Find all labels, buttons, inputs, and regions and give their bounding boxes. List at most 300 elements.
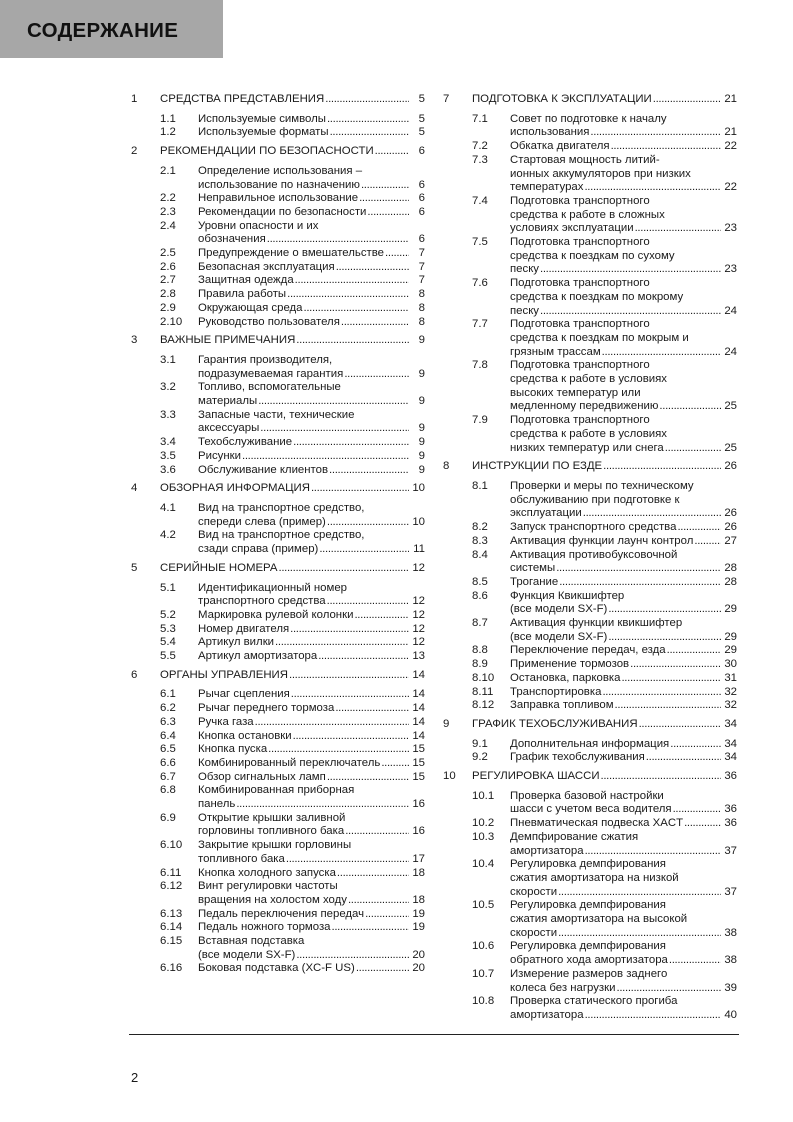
toc-item-text: Подготовка транспортного: [510, 194, 650, 207]
toc-chapter-number: 6: [131, 668, 138, 681]
toc-item-text: Совет по подготовке к началу: [510, 112, 667, 125]
toc-chapter-line: [160, 562, 425, 576]
toc-item-text: Регулировка демпфирования: [510, 858, 666, 871]
toc-item-number: 6.9: [160, 811, 176, 824]
toc-item[interactable]: [443, 858, 737, 899]
toc-chapter-page: 36: [724, 770, 737, 783]
toc-item-page: 38: [724, 954, 737, 967]
dot-leader: [367, 206, 409, 220]
dot-leader: [354, 609, 409, 623]
toc-item[interactable]: [131, 165, 425, 192]
dot-leader: [341, 316, 409, 330]
toc-chapter[interactable]: [131, 562, 425, 576]
toc-item-line: [510, 576, 737, 590]
toc-item-page: 24: [724, 304, 737, 317]
toc-item-line: [510, 699, 737, 713]
toc-subsection-list: [131, 113, 425, 140]
toc-item-line: [198, 935, 425, 949]
toc-subsection-list: [443, 790, 737, 1023]
toc-item-text: Артикул вилки: [198, 636, 275, 649]
toc-chapter[interactable]: [131, 482, 425, 496]
toc-item[interactable]: [131, 688, 425, 702]
toc-item-text: (все модели SX-F): [510, 603, 608, 616]
toc-item-line: [510, 686, 737, 700]
toc-item-number: 7.6: [472, 277, 488, 290]
toc-item[interactable]: [131, 126, 425, 140]
toc-item-page: 9: [418, 422, 425, 435]
toc-item[interactable]: [443, 738, 737, 752]
toc-item-text: скорости: [510, 926, 558, 939]
toc-item[interactable]: [131, 381, 425, 408]
toc-item-page: 11: [413, 543, 425, 556]
toc-item-text: Запуск транспортного средства: [510, 521, 677, 534]
toc-item[interactable]: [131, 582, 425, 609]
toc-item-page: 29: [724, 630, 737, 643]
toc-item[interactable]: [443, 831, 737, 858]
toc-item-text: сзади справа (пример): [198, 543, 319, 556]
toc-chapter-number: 2: [131, 145, 138, 158]
dot-leader: [336, 261, 409, 275]
toc-item-page: 23: [724, 222, 737, 235]
toc-item-line: [198, 839, 425, 853]
toc-item[interactable]: [131, 908, 425, 922]
toc-item-page: 40: [724, 1009, 737, 1021]
toc-item[interactable]: [443, 480, 737, 521]
toc-item-text: Заправка топливом: [510, 699, 614, 712]
toc-item[interactable]: [131, 464, 425, 478]
toc-item-number: 3.5: [160, 449, 176, 462]
toc-item-page: 29: [724, 603, 737, 616]
toc-item[interactable]: [443, 236, 737, 277]
toc-item-line: [510, 480, 737, 494]
toc-item[interactable]: [443, 658, 737, 672]
toc-item-number: 2.1: [160, 164, 176, 177]
toc-item[interactable]: [131, 784, 425, 811]
toc-item-line: [198, 220, 425, 234]
toc-item-text: обозначения: [198, 233, 266, 246]
toc-item-line: [198, 757, 425, 771]
toc-item-number: 6.13: [160, 907, 183, 920]
toc-item[interactable]: [131, 636, 425, 650]
toc-item[interactable]: [443, 359, 737, 414]
toc-item-line: [198, 247, 425, 261]
toc-item[interactable]: [131, 316, 425, 330]
toc-item-page: 26: [724, 507, 737, 520]
dot-leader: [332, 921, 410, 935]
dot-leader: [359, 192, 409, 206]
toc-item-number: 10.4: [472, 858, 495, 871]
dot-leader: [286, 853, 409, 867]
dot-leader: [260, 422, 409, 436]
toc-item-text: Рекомендации по безопасности: [198, 205, 367, 218]
toc-item[interactable]: [443, 699, 737, 713]
toc-item[interactable]: [131, 716, 425, 730]
toc-item-page: 12: [412, 622, 425, 635]
toc-item[interactable]: [443, 590, 737, 617]
toc-item-text: топливного бака: [198, 852, 285, 865]
toc-item-page: 28: [724, 575, 737, 588]
toc-chapter-text: СРЕДСТВА ПРЕДСТАВЛЕНИЯ: [160, 93, 325, 105]
toc-item[interactable]: [131, 529, 425, 556]
toc-item[interactable]: [443, 940, 737, 967]
toc-item-number: 6.4: [160, 729, 176, 742]
dot-leader: [667, 644, 721, 658]
toc-item[interactable]: [131, 436, 425, 450]
toc-item-text: Подготовка транспортного: [510, 277, 650, 290]
toc-item[interactable]: [131, 867, 425, 881]
toc-item-page: 18: [412, 866, 425, 879]
toc-item-text: График техобслуживания: [510, 751, 645, 764]
toc-item-text: Запасные части, технические: [198, 408, 355, 421]
toc-item-line: [198, 730, 425, 744]
toc-item-line: [198, 302, 425, 316]
toc-item-text: Предупреждение о вмешательстве: [198, 247, 385, 260]
toc-item-number: 1.2: [160, 126, 176, 139]
dot-leader: [344, 368, 409, 382]
toc-item-line: [510, 590, 737, 604]
dot-leader: [318, 650, 409, 664]
toc-item[interactable]: [131, 757, 425, 771]
toc-item-line: [510, 751, 737, 765]
toc-section: [443, 93, 737, 455]
dot-leader: [319, 543, 409, 557]
toc-item[interactable]: [131, 730, 425, 744]
toc-item-text: Маркировка рулевой колонки: [198, 608, 354, 621]
toc-item-number: 4.1: [160, 501, 176, 514]
toc-item-text: Проверки и меры по техническому: [510, 479, 694, 492]
toc-item-page: 15: [412, 756, 425, 769]
toc-chapter[interactable]: [443, 93, 737, 107]
toc-item-text: использования: [510, 126, 590, 139]
toc-item[interactable]: [131, 450, 425, 464]
dot-leader: [293, 730, 409, 744]
toc-item-line: [510, 494, 737, 508]
dot-leader: [327, 595, 409, 609]
toc-chapter[interactable]: [443, 460, 737, 474]
toc-item-line: [510, 658, 737, 672]
toc-item[interactable]: [131, 609, 425, 623]
toc-chapter[interactable]: [131, 145, 425, 159]
toc-item[interactable]: [131, 812, 425, 839]
toc-item-page: 36: [724, 817, 737, 830]
toc-item-text: высоких температур или: [510, 386, 641, 399]
toc-item-line: [198, 113, 425, 127]
toc-item-number: 6.7: [160, 770, 176, 783]
dot-leader: [275, 636, 409, 650]
toc-item[interactable]: [131, 623, 425, 637]
toc-item-text: Вид на транспортное средство,: [198, 501, 365, 514]
toc-item[interactable]: [131, 880, 425, 907]
toc-item-line: [510, 291, 737, 305]
toc-item[interactable]: [443, 790, 737, 817]
toc-item-line: [510, 995, 737, 1009]
toc-item-line: [198, 206, 425, 220]
toc-item[interactable]: [131, 220, 425, 247]
toc-chapter-number: 3: [131, 334, 138, 347]
toc-item-page: 31: [724, 671, 737, 684]
toc-item-page: 12: [412, 608, 425, 621]
toc-item-page: 6: [418, 178, 425, 191]
toc-item-text: скорости: [510, 885, 558, 898]
toc-item[interactable]: [131, 650, 425, 664]
toc-item-number: 7.4: [472, 194, 488, 207]
dot-leader: [608, 631, 721, 645]
toc-item-number: 3.2: [160, 381, 176, 394]
toc-item[interactable]: [443, 318, 737, 359]
dot-leader: [585, 845, 721, 859]
toc-item-number: 2.9: [160, 301, 176, 314]
toc-item-text: панель: [198, 798, 236, 811]
toc-item-page: 6: [418, 205, 425, 218]
toc-chapter-line: [160, 93, 425, 107]
toc-item-text: Активация функции квикшифтер: [510, 617, 683, 630]
toc-item-text: Подготовка транспортного: [510, 318, 650, 331]
toc-item-number: 8.7: [472, 617, 488, 630]
toc-item-number: 7.9: [472, 414, 488, 427]
toc-item-line: [510, 940, 737, 954]
toc-item-line: [510, 672, 737, 686]
toc-item[interactable]: [131, 771, 425, 785]
toc-item-number: 10.8: [472, 995, 495, 1008]
toc-item-text: Ручка газа: [198, 715, 254, 728]
toc-item-text: Активация функции лаунч контрол: [510, 534, 694, 547]
toc-item[interactable]: [131, 261, 425, 275]
toc-item-page: 8: [418, 288, 425, 301]
toc-chapter[interactable]: [131, 334, 425, 348]
toc-item[interactable]: [443, 995, 737, 1022]
dot-leader: [385, 247, 409, 261]
toc-item[interactable]: [443, 535, 737, 549]
toc-item-line: [510, 332, 737, 346]
toc-item-text: горловины топливного бака: [198, 825, 345, 838]
toc-item-page: 15: [412, 743, 425, 756]
toc-item-line: [510, 113, 737, 127]
toc-item-page: 29: [724, 644, 737, 657]
toc-item-line: [198, 812, 425, 826]
toc-item-text: колеса без нагрузки: [510, 981, 616, 994]
toc-item[interactable]: [131, 743, 425, 757]
dot-leader: [304, 302, 409, 316]
toc-item[interactable]: [443, 549, 737, 576]
toc-item[interactable]: [131, 409, 425, 436]
toc-item[interactable]: [131, 302, 425, 316]
toc-item-text: Топливо, вспомогательные: [198, 381, 341, 394]
toc-chapter[interactable]: [443, 718, 737, 732]
toc-item-line: [510, 359, 737, 373]
toc-item[interactable]: [443, 414, 737, 455]
toc-item-text: Подготовка транспортного: [510, 359, 650, 372]
toc-item-page: 32: [724, 685, 737, 698]
toc-item-number: 6.16: [160, 962, 183, 975]
dot-leader: [540, 263, 721, 277]
toc-item-line: [510, 954, 737, 968]
toc-item[interactable]: [443, 968, 737, 995]
toc-item[interactable]: [131, 839, 425, 866]
toc-item-line: [198, 422, 425, 436]
toc-item[interactable]: [443, 686, 737, 700]
toc-chapter-text: ОРГАНЫ УПРАВЛЕНИЯ: [160, 668, 288, 681]
toc-item-line: [198, 867, 425, 881]
toc-chapter-text: СЕРИЙНЫЕ НОМЕРА: [160, 561, 278, 574]
dot-leader: [611, 140, 721, 154]
toc-section: [443, 718, 737, 765]
dot-leader: [337, 867, 409, 881]
toc-item-text: Проверка базовой настройки: [510, 789, 664, 802]
toc-item-text: песку: [510, 304, 540, 317]
toc-item-line: [510, 886, 737, 900]
toc-item-page: 20: [412, 948, 425, 961]
toc-item-line: [198, 516, 425, 530]
dot-leader: [617, 982, 722, 996]
footer-divider: [129, 1034, 739, 1035]
toc-chapter[interactable]: [131, 93, 425, 107]
dot-leader: [375, 145, 409, 159]
toc-item-text: амортизатора: [510, 1009, 584, 1021]
toc-item[interactable]: [131, 354, 425, 381]
toc-item-text: Регулировка демпфирования: [510, 899, 666, 912]
toc-item-text: средства к работе в условиях: [510, 373, 667, 386]
dot-leader: [684, 817, 721, 831]
toc-item-number: 2.10: [160, 315, 183, 328]
dot-leader: [694, 535, 721, 549]
toc-subsection-list: [131, 688, 425, 976]
toc-chapter-page: 9: [418, 334, 425, 347]
toc-item[interactable]: [131, 206, 425, 220]
toc-item[interactable]: [131, 962, 425, 976]
dot-leader: [584, 181, 721, 195]
toc-item-line: [198, 921, 425, 935]
toc-item-line: [510, 140, 737, 154]
toc-item-page: 20: [412, 962, 425, 975]
toc-item-text: Открытие крышки заливной: [198, 811, 346, 824]
toc-item-page: 5: [418, 126, 425, 139]
toc-item-line: [510, 562, 737, 576]
toc-item-page: 19: [412, 921, 425, 934]
toc-item-number: 7.5: [472, 236, 488, 249]
toc-item-line: [198, 316, 425, 330]
toc-item-line: [198, 409, 425, 423]
toc-item[interactable]: [443, 644, 737, 658]
toc-item[interactable]: [443, 576, 737, 590]
toc-item-line: [198, 798, 425, 812]
toc-item[interactable]: [131, 274, 425, 288]
toc-item-line: [198, 716, 425, 730]
toc-item-number: 8.9: [472, 658, 488, 671]
toc-item-text: эксплуатации: [510, 507, 582, 520]
toc-item-number: 8.8: [472, 644, 488, 657]
toc-item-line: [198, 368, 425, 382]
toc-item-line: [198, 702, 425, 716]
toc-item-number: 2.4: [160, 219, 176, 232]
toc-item-text: использование по назначению: [198, 178, 360, 191]
toc-item-text: Обслуживание клиентов: [198, 463, 329, 476]
toc-item[interactable]: [131, 935, 425, 962]
toc-item[interactable]: [443, 617, 737, 644]
dot-leader: [635, 222, 721, 236]
toc-item-text: Регулировка демпфирования: [510, 940, 666, 953]
toc-item-line: [510, 913, 737, 927]
toc-chapter-page: 34: [724, 717, 737, 730]
toc-item[interactable]: [131, 288, 425, 302]
toc-chapter[interactable]: [131, 669, 425, 683]
toc-item-text: Используемые символы: [198, 112, 326, 125]
toc-item[interactable]: [131, 502, 425, 529]
toc-item-line: [510, 250, 737, 264]
dot-leader: [278, 562, 409, 576]
toc-item-page: 12: [412, 636, 425, 649]
toc-item-number: 2.2: [160, 192, 176, 205]
toc-item[interactable]: [443, 521, 737, 535]
toc-item-text: вращения на холостом ходу: [198, 893, 347, 906]
toc-item-page: 13: [412, 650, 425, 663]
toc-item[interactable]: [131, 113, 425, 127]
toc-item[interactable]: [131, 702, 425, 716]
toc-item[interactable]: [443, 140, 737, 154]
toc-item-line: [510, 603, 737, 617]
toc-item-line: [510, 400, 737, 414]
toc-item[interactable]: [443, 195, 737, 236]
toc-chapter[interactable]: [443, 770, 737, 784]
toc-item-number: 6.15: [160, 935, 183, 948]
toc-chapter-line: [472, 718, 737, 732]
toc-item-number: 9.2: [472, 751, 488, 764]
page-number: 2: [131, 1070, 139, 1085]
toc-item-page: 10: [412, 515, 425, 528]
dot-leader: [365, 908, 409, 922]
toc-item[interactable]: [443, 113, 737, 140]
toc-item-number: 2.3: [160, 205, 176, 218]
dot-leader: [585, 1009, 721, 1023]
toc-item-page: 15: [412, 770, 425, 783]
toc-item-line: [198, 636, 425, 650]
toc-item-page: 25: [724, 400, 737, 413]
toc-item-text: Защитная одежда: [198, 274, 294, 287]
dot-leader: [296, 949, 409, 963]
dot-leader: [556, 562, 721, 576]
toc-item-text: (все модели SX-F): [198, 948, 296, 961]
toc-item-text: подразумеваемая гарантия: [198, 367, 344, 380]
toc-item[interactable]: [443, 751, 737, 765]
dot-leader: [236, 798, 409, 812]
toc-item[interactable]: [131, 192, 425, 206]
toc-item-line: [510, 236, 737, 250]
toc-chapter-number: 10: [443, 770, 456, 783]
toc-item-number: 6.11: [160, 866, 182, 879]
toc-item-line: [510, 549, 737, 563]
toc-item-number: 5.5: [160, 650, 176, 663]
toc-item-text: Уровни опасности и их: [198, 219, 319, 232]
toc-item[interactable]: [443, 277, 737, 318]
toc-chapter-page: 10: [412, 482, 425, 495]
toc-item[interactable]: [443, 672, 737, 686]
toc-item[interactable]: [443, 899, 737, 940]
toc-item[interactable]: [443, 154, 737, 195]
toc-item-page: 16: [412, 798, 425, 811]
toc-chapter-text: ИНСТРУКЦИИ ПО ЕЗДЕ: [472, 460, 603, 473]
toc-item-text: Комбинированный переключатель: [198, 756, 381, 769]
toc-item-line: [510, 277, 737, 291]
toc-item-line: [510, 858, 737, 872]
toc-item[interactable]: [443, 817, 737, 831]
toc-chapter-number: 9: [443, 717, 450, 730]
dot-leader: [673, 803, 721, 817]
toc-item[interactable]: [131, 247, 425, 261]
toc-item-page: 7: [418, 247, 425, 260]
toc-item-line: [510, 507, 737, 521]
dot-leader: [348, 894, 409, 908]
toc-item[interactable]: [131, 921, 425, 935]
toc-item-number: 6.5: [160, 743, 176, 756]
